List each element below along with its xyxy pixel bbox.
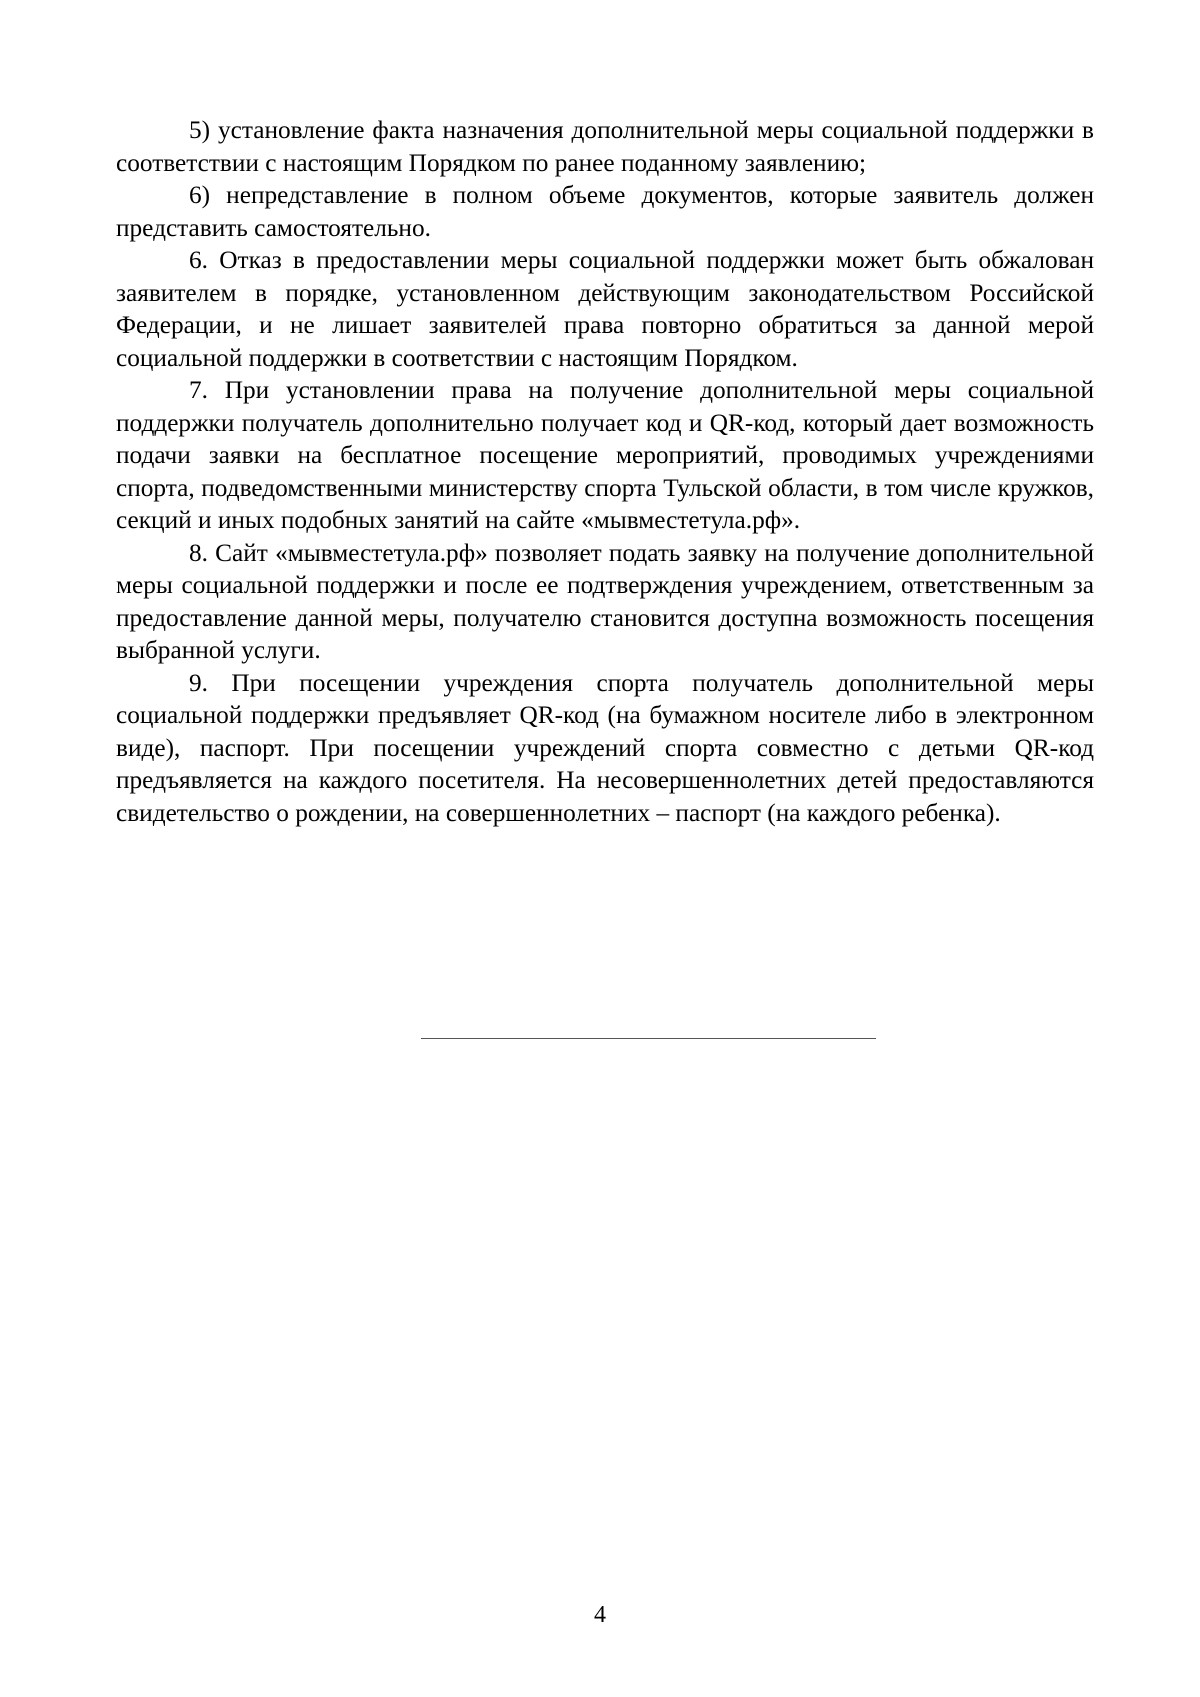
paragraph-section-9: 9. При посещении учреждения спорта получатель дополнительной меры социальной поддержки предъявляет QR-код (на бумажном носителе либо в электронном виде), паспорт. При посещении учреждений спорта совместно с детьми QR-код предъявляется на каждого посетителя. На несовершеннолетних детей предоставляются свидетельство о рождении, на совершеннолетних – паспорт (на каждого ребенка). [116,668,1094,827]
paragraph-section-8: 8. Сайт «мывместетула.рф» позволяет подать заявку на получение дополнительной меры социальной поддержки и после ее подтверждения учреждением, ответственным за предоставление данной меры, получателю становится доступна возможность посещения выбранной услуги. [116,538,1094,664]
end-divider-line [421,1038,876,1039]
document-body [116,114,1094,829]
paragraph-item-6: 6) непредставление в полном объеме документов, которые заявитель должен представить самостоятельно. [116,181,1094,242]
paragraph-section-6: 6. Отказ в предоставлении меры социальной поддержки может быть обжалован заявителем в порядке, установленном действующим законодательством Российской Федерации, и не лишает заявителей права повторно обратиться за данной мерой социальной поддержки в соответствии с настоящим Порядком. [116,246,1094,372]
paragraph-item-5: 5) установление факта назначения дополнительной меры социальной поддержки в соответствии с настоящим Порядком по ранее поданному заявлению; [116,116,1094,177]
paragraph-section-7: 7. При установлении права на получение дополнительной меры социальной поддержки получатель дополнительно получает код и QR-код, который дает возможность подачи заявки на бесплатное посещение мероприятий, проводимых учреждениями спорта, подведомственными министерству спорта Тульской области, в том числе кружков, секций и иных подобных занятий на сайте «мывместетула.рф». [116,376,1094,534]
page-number: 4 [594,1602,606,1628]
